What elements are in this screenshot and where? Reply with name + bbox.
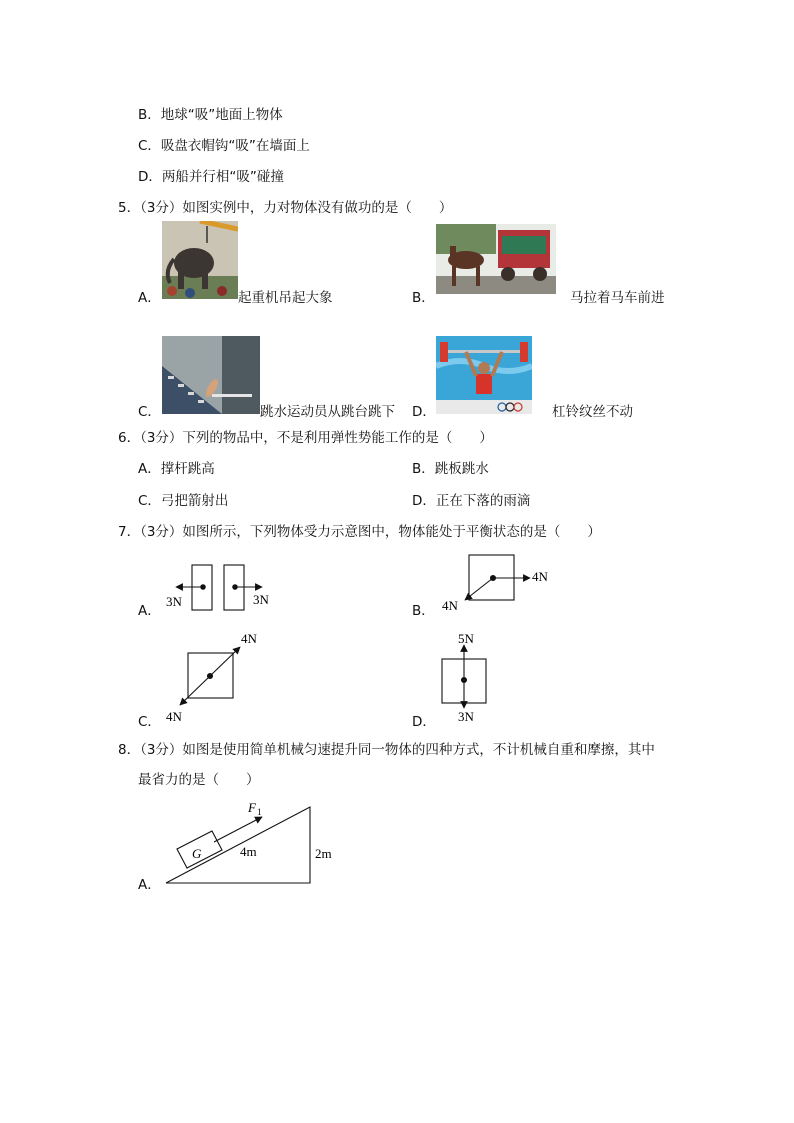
q7-c-diagram bbox=[180, 647, 240, 705]
q7-a-diagram bbox=[176, 565, 262, 610]
diver-photo bbox=[162, 336, 260, 414]
q4-option-d: D．两船并行相“吸”碰撞 bbox=[138, 169, 284, 185]
q8-slope-length-label: 4m bbox=[240, 844, 257, 859]
q8-block-label: G bbox=[192, 846, 202, 861]
q7-option-d-letter: D． bbox=[412, 714, 436, 730]
q4-option-c: C．吸盘衣帽钩“吸”在墙面上 bbox=[138, 138, 310, 154]
q5-option-a-caption: 起重机吊起大象 bbox=[238, 290, 333, 306]
q7-d-up-force-label: 5N bbox=[458, 631, 474, 646]
q8-a-incline-diagram bbox=[166, 807, 310, 883]
q5-option-c-caption: 跳水运动员从跳台跳下 bbox=[260, 404, 395, 420]
q7-stem: 7．（3分）如图所示，下列物体受力示意图中，物体能处于平衡状态的是（ ） bbox=[118, 524, 601, 540]
q8-option-a-letter: A． bbox=[138, 877, 161, 893]
q8-stem-line1: 8．（3分）如图是使用简单机械匀速提升同一物体的四种方式，不计机械自重和摩擦，其中 bbox=[118, 742, 655, 758]
q8-force-label: F bbox=[248, 800, 256, 815]
q5-stem: 5．（3分）如图实例中，力对物体没有做功的是（ ） bbox=[118, 200, 453, 216]
q5-option-c-letter: C． bbox=[138, 404, 161, 420]
q7-d-diagram bbox=[442, 645, 486, 708]
q8-force-subscript: 1 bbox=[257, 807, 262, 817]
q7-option-a-letter: A． bbox=[138, 603, 161, 619]
q8-height-label: 2m bbox=[315, 846, 332, 861]
q6-option-c: C．弓把箭射出 bbox=[138, 493, 229, 509]
q5-option-b-letter: B． bbox=[412, 290, 435, 306]
q7-option-c-letter: C． bbox=[138, 714, 161, 730]
q7-d-down-force-label: 3N bbox=[458, 709, 474, 724]
q8-stem-line2: 最省力的是（ ） bbox=[138, 772, 260, 788]
q5-option-a-letter: A． bbox=[138, 290, 161, 306]
q5-option-b-caption: 马拉着马车前进 bbox=[570, 290, 665, 306]
elephant-crane-photo bbox=[162, 221, 238, 299]
horse-carriage-photo bbox=[436, 224, 556, 294]
q5-option-d-caption: 杠铃纹丝不动 bbox=[552, 404, 633, 420]
q6-stem: 6．（3分）下列的物品中，不是利用弹性势能工作的是（ ） bbox=[118, 430, 493, 446]
q6-option-d: D．正在下落的雨滴 bbox=[412, 493, 531, 509]
q5-option-d-letter: D． bbox=[412, 404, 436, 420]
weightlifter-photo bbox=[436, 336, 532, 414]
q7-b-diagram bbox=[465, 555, 530, 600]
q7-b-right-force-label: 4N bbox=[532, 569, 548, 584]
q7-b-diag-force-label: 4N bbox=[442, 598, 458, 613]
q7-a-left-force-label: 3N bbox=[166, 594, 182, 609]
q7-c-up-force-label: 4N bbox=[241, 631, 257, 646]
q6-option-b: B．跳板跳水 bbox=[412, 461, 489, 477]
q6-option-a: A．撑杆跳高 bbox=[138, 461, 215, 477]
q7-c-down-force-label: 4N bbox=[166, 709, 182, 724]
q7-a-right-force-label: 3N bbox=[253, 592, 269, 607]
q7-option-b-letter: B． bbox=[412, 603, 435, 619]
q4-option-b: B．地球“吸”地面上物体 bbox=[138, 107, 283, 123]
